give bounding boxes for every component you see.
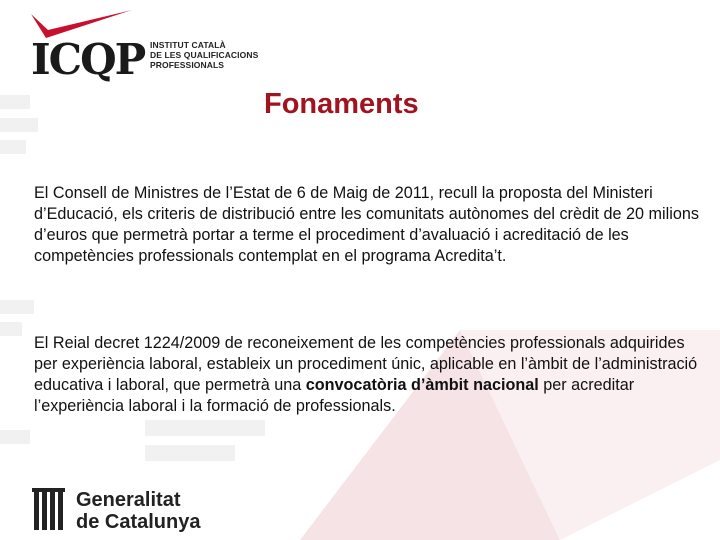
logo-line-1: INSTITUT CATALÀ xyxy=(150,40,226,50)
generalitat-name xyxy=(76,489,200,533)
paragraph-consell: El Consell de Ministres de l’Estat de 6 de Maig de 2011, recull la proposta del Ministeri d’Educació, els criteris de distribució entre les comunitats autònomes del crèdit de 20 milions d’euros que permetrà portar a terme el procediment d’avaluació i acreditació de les competències professionals contemplat en el programa Acredita’t. xyxy=(34,184,699,265)
page-title: Fonaments xyxy=(264,88,419,120)
logo-line-2: DE LES QUALIFICACIONS xyxy=(150,50,259,60)
generalitat-emblem-icon xyxy=(32,488,65,530)
logo-check-mark xyxy=(31,10,132,38)
logo-line-3: PROFESSIONALS xyxy=(150,60,225,70)
generalitat-line-2: de Catalunya xyxy=(76,511,201,533)
logo-institution-name xyxy=(150,40,258,70)
paragraph-reial-decret xyxy=(34,333,704,417)
paragraph-2-bold: convocatòria d’àmbit nacional xyxy=(305,376,539,394)
paragraph-2-start: El Reial decret 1224/2009 de reconeixement de les competències professionals adquirides per experiència laboral, estableix un procediment únic, aplicable en l’àmbit de l’administració educativa i laboral, que permetrà una xyxy=(34,334,698,394)
generalitat-line-1: Generalitat xyxy=(76,489,181,511)
logo-letters: ICQP xyxy=(31,35,145,84)
paragraph-2-end: per acreditar l’experiència laboral i la formació de professionals. xyxy=(34,376,635,415)
